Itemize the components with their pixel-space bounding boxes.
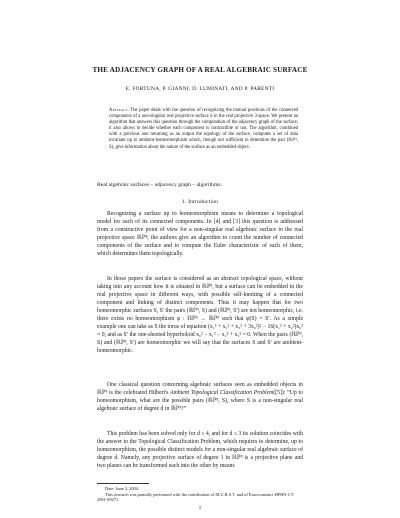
paragraph-4: This problem has been solved only for d ≤ 4, and for d ≤ 3 its solution coincides with the answer to the Topological Classification Problem, which requires to determine, up to homeomorphism, the possible distinct models for a non-singular real algebraic surface of degree d. Namely, any projective surface of degree 1 in ℝℙ³ is a projective plane and two planes can be transformed each into the other by means [97, 431, 303, 470]
paragraph-3-end: ([5]): “Up to homeomorphism, what are the possible pairs (ℝℙ³, S), where S is a non-singular real algebraic surface of degree d in ℝℙ³?” [97, 390, 303, 413]
paragraph-4-block [97, 430, 303, 470]
paragraph-1-block [97, 210, 303, 258]
paragraph-3-start: One classical question concerning algebraic surfaces seen as embedded objects in ℝℙ³ is the celebrated Hilbert's [97, 382, 303, 397]
footnote-support: This research was partially performed with the contribution of M.U.R.S.T. and of Euroconstruct HPRN-CT-2001-00271. [97, 491, 295, 503]
paragraph-3-block [97, 381, 303, 413]
abstract-text: The paper deals with the question of recognizing the mutual positions of the connected components of a non-singular real projective surface S in the real projective 3-space. We present an algorithm that answers this question through the computation of the adjacency graph of the surface; it also allows to decide whether each component is contractible or not. The algorithm, combined with a previous one returning as an output the topology of the surface, computes a set of data invariant up to ambient-homeomorphism which, though not sufficient to determine the pair (ℝℙ³, S), give information about the nature of the surface as an embedded object. [109, 108, 298, 150]
paragraph-3 [97, 381, 303, 413]
section-heading: 1. Introduction [181, 199, 219, 205]
paragraph-2: In those papers the surface is considered as an abstract topological space, without taking into any account how it is situated in ℝℙ³, but a surface can be embedded in the real projective space in different ways, with possible self-knotting of a connected component and linking of distinct components. Thus it may happen that for two homeomorphic surfaces S, S′ the pairs (ℝℙ³, S) and (ℝℙ³, S′) are not homeomorphic, i.e. there exists no homeomorphism φ : ℝℙ³ → ℝℙ³ such that φ(S) = S′. As a simple example one can take as S the torus of equation (x₁² + x₂² + x₃² + 3x₀²)² − 16(x₁² + x₂²)x₀² = 0, and as S′ the one-sheeted hyperboloid x₀² − x₁² − x₂² + x₃² = 0. When the pairs (ℝℙ³, S) and (ℝℙ³, S′) are homeomorphic we will say that the surfaces S and S′ are ambient-homeomorphic. [97, 276, 303, 355]
footnote-date: Date: June 3, 2004. [105, 486, 140, 491]
footnotes [97, 486, 303, 503]
abstract [109, 108, 298, 151]
keywords: Real algebraic surfaces – adjacency graph – algorithms. [97, 182, 222, 188]
paper-title: THE ADJACENCY GRAPH OF A REAL ALGEBRAIC SURFACE [92, 66, 308, 74]
paragraph-1: Recognizing a surface up to homeomorphism means to determine a topological model for each of its connected components. In [4] and [3] this question is addressed from a constructive point of view for a non-singular real algebraic surface in the real projective space ℝℙ³; the authors give an algorithm to count the number of connected components of the surface and to compute the Euler characteristic of each of them, which determines them topologically. [97, 211, 303, 258]
footnote-rule [97, 483, 149, 484]
paragraph-2-block [97, 275, 303, 355]
paragraph-3-emphasis: Ambient Topological Classification Problem [170, 390, 274, 397]
abstract-label: Abstract. [109, 108, 129, 113]
page-number: 1 [198, 505, 202, 511]
paper-authors: E. FORTUNA, P. GIANNI, D. LUMINATI, AND P. PARENTI [125, 86, 275, 92]
